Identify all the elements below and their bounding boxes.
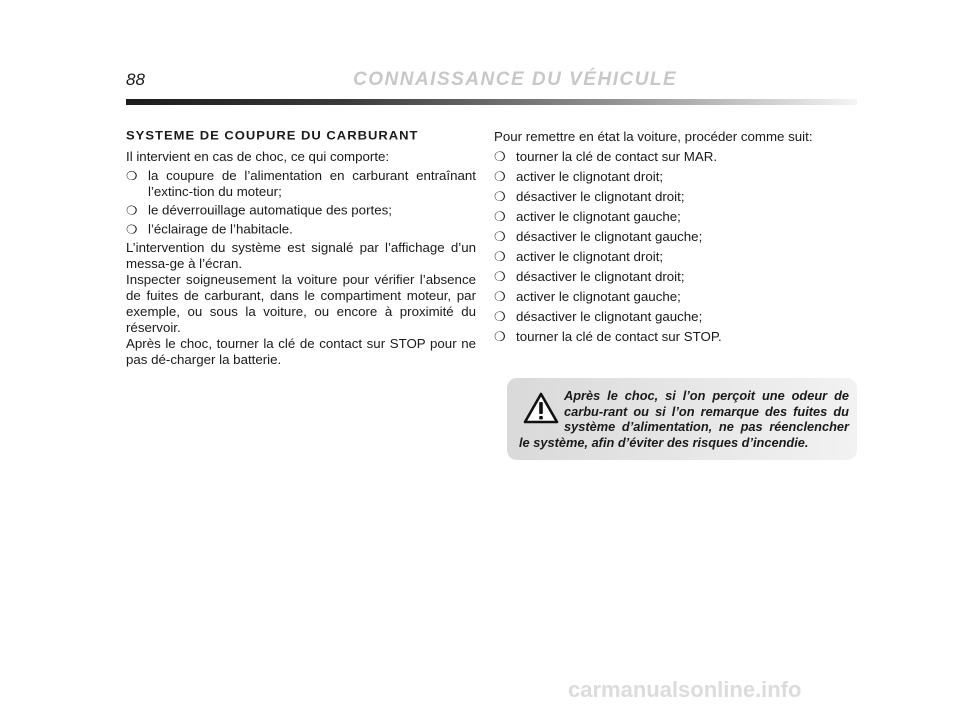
list-item-text: tourner la clé de contact sur MAR. <box>516 149 718 164</box>
list-item <box>494 208 856 225</box>
paragraph: Après le choc, tourner la clé de contact sur STOP pour ne pas dé-charger la batterie. <box>126 336 476 368</box>
procedure-steps <box>494 148 856 345</box>
bullet-icon: ❍ <box>494 169 506 184</box>
list-item-text: activer le clignotant droit; <box>516 249 664 264</box>
list-item <box>494 248 856 265</box>
warning-text <box>519 388 849 450</box>
list-item <box>494 168 856 185</box>
list-item-text: désactiver le clignotant droit; <box>516 189 685 204</box>
list-item-text: activer le clignotant gauche; <box>516 289 681 304</box>
list-item-text: désactiver le clignotant gauche; <box>516 309 703 324</box>
list-item-text: l’éclairage de l’habitacle. <box>148 222 293 237</box>
list-item <box>494 308 856 325</box>
bullet-icon: ❍ <box>126 168 138 183</box>
list-item <box>126 221 476 237</box>
right-column <box>494 128 856 348</box>
list-item <box>494 328 856 345</box>
bullet-icon: ❍ <box>126 222 138 237</box>
list-item-text: la coupure de l’alimentation en carburant entraînant l’extinc-tion du moteur; <box>148 168 476 199</box>
list-item-text: désactiver le clignotant gauche; <box>516 229 703 244</box>
section-intro: Il intervient en cas de choc, ce qui comporte: <box>126 149 390 164</box>
list-item <box>494 188 856 205</box>
list-item <box>494 268 856 285</box>
warning-box <box>507 378 857 460</box>
left-column <box>126 128 476 368</box>
bullet-icon: ❍ <box>494 189 506 204</box>
list-item <box>494 228 856 245</box>
bullet-icon: ❍ <box>494 249 506 264</box>
bullet-icon: ❍ <box>494 149 506 164</box>
list-item <box>126 168 476 200</box>
list-item-text: tourner la clé de contact sur STOP. <box>516 329 722 344</box>
list-item <box>126 202 476 218</box>
paragraph: Inspecter soigneusement la voiture pour vérifier l’absence de fuites de carburant, dans le compartiment moteur, par exemple, ou sous la voiture, ou encore à proximité du réservoir. <box>126 272 476 336</box>
warning-message: Après le choc, si l’on perçoit une odeur de carbu-rant ou si l’on remarque des fuites du système d’alimentation, ne pas réenclencher le système, afin d’éviter des risques d’incendie. <box>519 388 849 450</box>
list-item-text: le déverrouillage automatique des portes; <box>148 203 392 218</box>
list-item-text: désactiver le clignotant droit; <box>516 269 685 284</box>
procedure-intro: Pour remettre en état la voiture, procéder comme suit: <box>494 129 813 144</box>
page-number: 88 <box>126 70 145 89</box>
list-item-text: activer le clignotant gauche; <box>516 209 681 224</box>
bullet-icon: ❍ <box>494 289 506 304</box>
bullet-icon: ❍ <box>494 229 506 244</box>
list-item-text: activer le clignotant droit; <box>516 169 664 184</box>
consequence-list <box>126 168 476 238</box>
bullet-icon: ❍ <box>494 329 506 344</box>
paragraph: L’intervention du système est signalé par l’affichage d’un messa-ge à l’écran. <box>126 240 476 272</box>
bullet-icon: ❍ <box>126 203 138 218</box>
list-item <box>494 148 856 165</box>
bullet-icon: ❍ <box>494 269 506 284</box>
list-item <box>494 288 856 305</box>
bullet-icon: ❍ <box>494 209 506 224</box>
section-title: SYSTEME DE COUPURE DU CARBURANT <box>126 128 419 143</box>
bullet-icon: ❍ <box>494 309 506 324</box>
watermark: carmanualsonline.info <box>568 677 802 702</box>
chapter-title: CONNAISSANCE DU VÉHICULE <box>353 69 678 90</box>
header-rule <box>126 99 857 105</box>
